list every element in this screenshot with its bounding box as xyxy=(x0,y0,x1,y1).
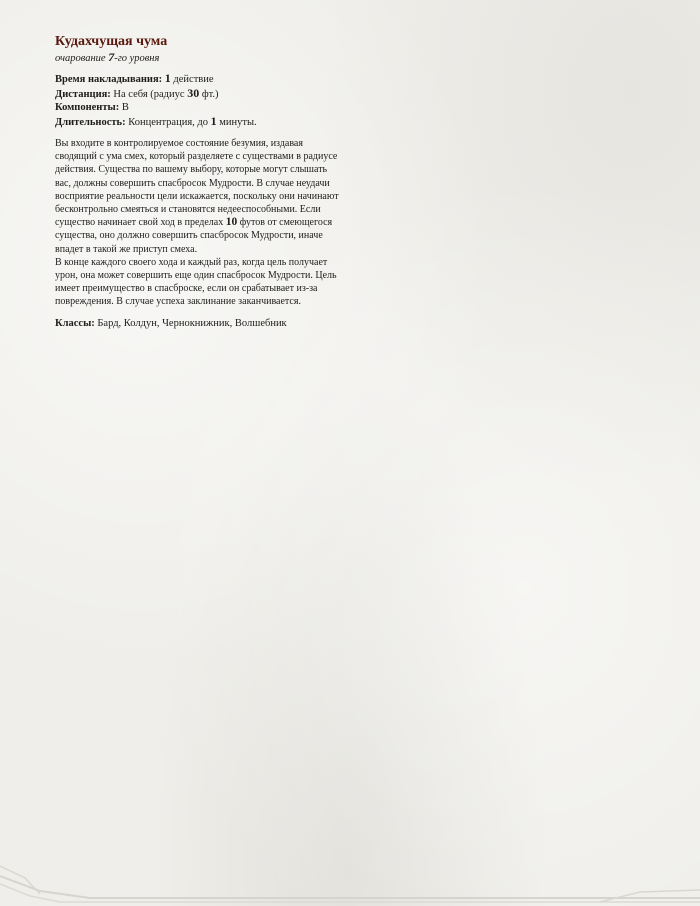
spell-level-number: 7 xyxy=(108,50,115,64)
duration-number: 1 xyxy=(210,113,217,128)
range-value-post: фт.) xyxy=(199,88,219,100)
description-p1-a: Вы входите в контролируемое состояние безумия, издавая сводящий с ума смех, который разделяете с существами в радиусе действия. Существа по вашему выбору, которые могут слышать вас, должны совершить спасбросок Мудрости. В случае неудачи восприятие реальности цели искажается, поскольку они начинают бесконтрольно смеяться и становятся недееспособными. Если существо начинает свой ход в пределах xyxy=(55,138,339,229)
components-value: В xyxy=(119,102,129,113)
range-label: Дистанция: xyxy=(55,88,111,100)
spell-subtitle xyxy=(55,51,340,65)
casting-time-number: 1 xyxy=(164,71,171,85)
spell-classes xyxy=(55,317,340,330)
classes-label: Классы: xyxy=(55,317,95,329)
range-number: 30 xyxy=(187,85,200,100)
spell-description xyxy=(55,137,340,309)
spell-level-suffix: -го уровня xyxy=(114,53,160,64)
casting-time xyxy=(55,72,340,87)
description-p1-b: футов от смеющегося существа, оно должно совершить спасбросок Мудрости, иначе впадет в такой же приступ смеха. xyxy=(55,217,333,255)
classes-value: Бард, Колдун, Чернокнижник, Волшебник xyxy=(94,317,287,329)
duration xyxy=(55,115,340,130)
range xyxy=(55,87,340,102)
description-paragraph-2: В конце каждого своего хода и каждый раз, когда цель получает урон, она может совершить еще один спасбросок Мудрости. Цель имеет преимущество в спасброске, если он срабатывает из-за повреждения. В случае успеха заклинание заканчивается. xyxy=(55,256,337,308)
casting-time-label: Время накладывания: xyxy=(55,74,163,85)
description-p1-number: 10 xyxy=(225,216,238,229)
page-footer-ornament xyxy=(0,836,700,906)
spell-block xyxy=(55,34,340,330)
components-label: Компоненты: xyxy=(55,102,120,113)
spell-school: очарование xyxy=(55,53,109,64)
range-value-pre: На себя (радиус xyxy=(110,88,188,100)
spell-title: Кудахчущая чума xyxy=(55,34,168,49)
components xyxy=(55,101,340,115)
description-paragraph-1 xyxy=(55,137,340,256)
casting-time-value: действие xyxy=(170,74,214,85)
duration-label: Длительность: xyxy=(55,116,126,128)
duration-value-post: минуты. xyxy=(216,116,257,128)
duration-value-pre: Концентрация, до xyxy=(125,116,211,128)
